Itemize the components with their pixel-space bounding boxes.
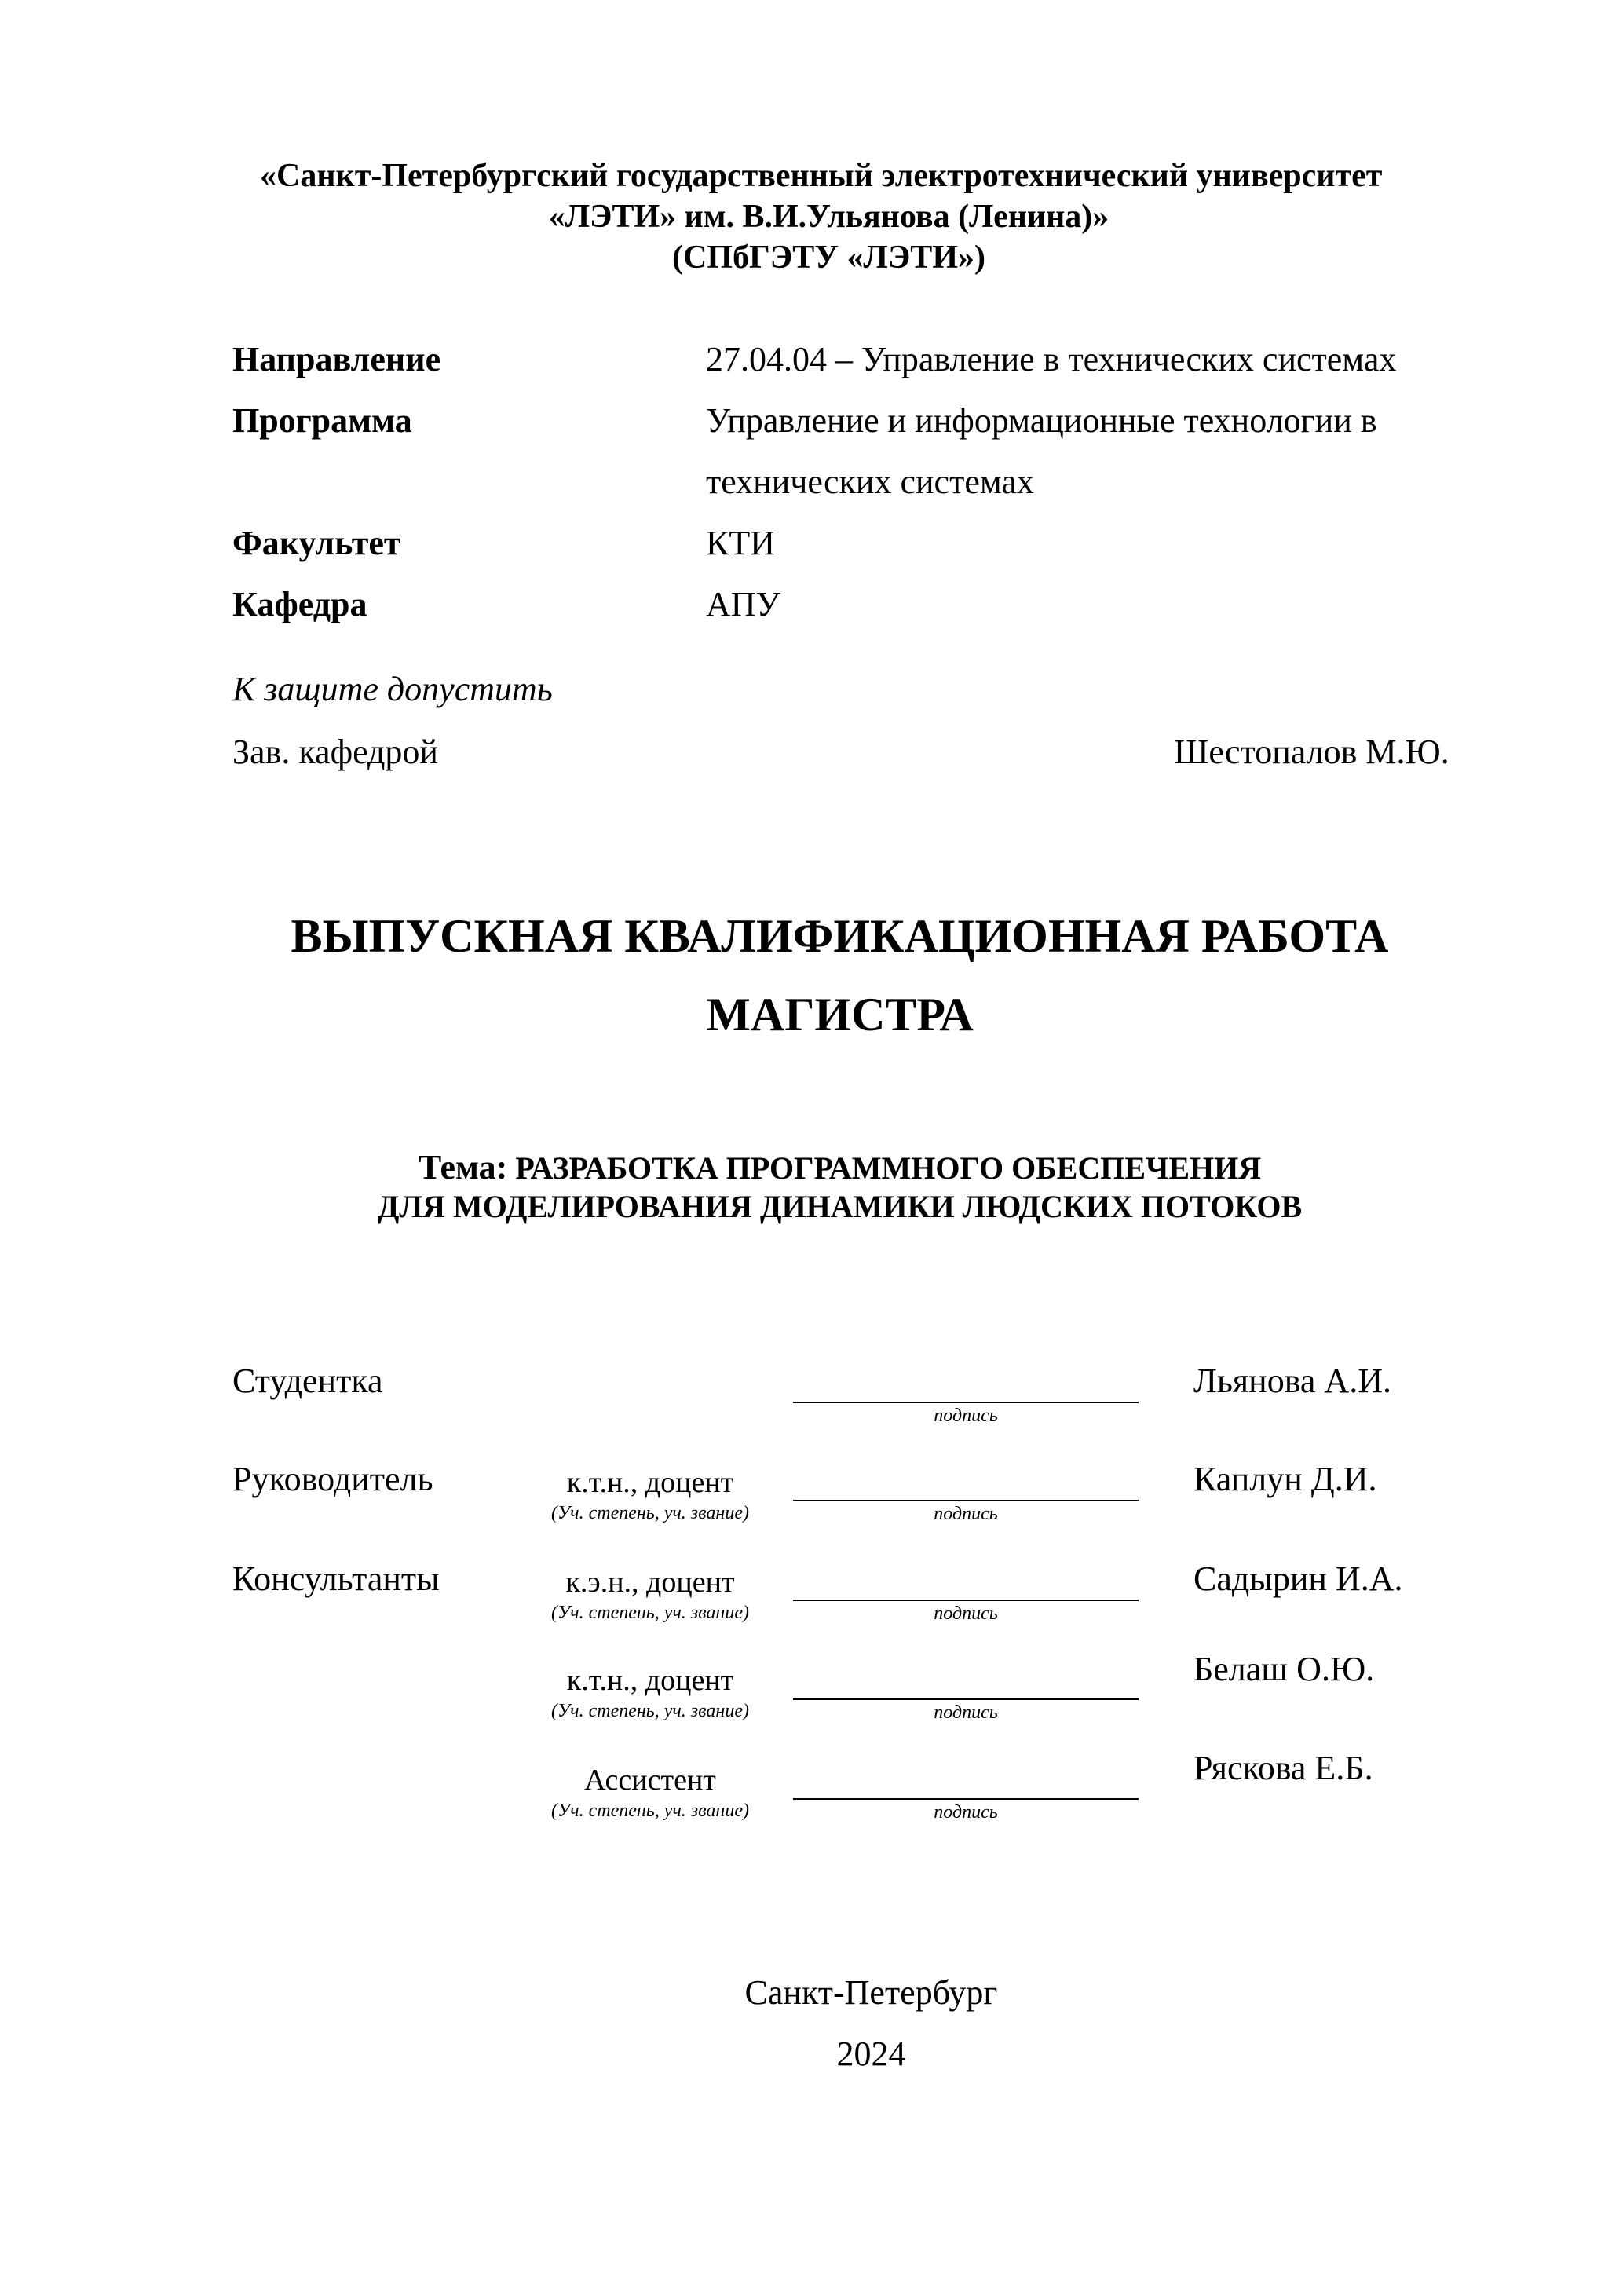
signature-role: Консультанты — [232, 1559, 440, 1598]
admission-note: К защите допустить — [232, 670, 553, 708]
program-label: Программа — [232, 401, 412, 440]
signature-caption: подпись — [934, 1406, 998, 1426]
degree-caption: (Уч. степень, уч. звание) — [551, 1503, 749, 1523]
thesis-title-line1: ВЫПУСКНАЯ КВАЛИФИКАЦИОННАЯ РАБОТА — [291, 910, 1389, 962]
signature-caption: подпись — [934, 1603, 998, 1624]
thesis-topic-line2: ДЛЯ МОДЕЛИРОВАНИЯ ДИНАМИКИ ЛЮДСКИХ ПОТОКОВ — [377, 1189, 1303, 1224]
topic-lead: Тема: — [418, 1148, 508, 1186]
head-of-department-name: Шестопалов М.Ю. — [1174, 733, 1449, 771]
city: Санкт-Петербург — [744, 1973, 998, 2012]
academic-degree: к.т.н., доцент — [566, 1466, 734, 1499]
signature-line — [793, 1500, 1139, 1501]
signatory-name: Белаш О.Ю. — [1193, 1650, 1375, 1688]
signature-role: Студентка — [232, 1362, 383, 1400]
degree-caption: (Уч. степень, уч. звание) — [551, 1801, 749, 1821]
university-abbreviation: (СПбГЭТУ «ЛЭТИ») — [672, 239, 985, 276]
signatory-name: Ряскова Е.Б. — [1193, 1749, 1373, 1787]
thesis-title-line2: МАГИСТРА — [706, 989, 974, 1040]
signature-line — [793, 1698, 1139, 1700]
program-value-line1: Управление и информационные технологии в — [706, 401, 1377, 440]
academic-degree: к.т.н., доцент — [566, 1664, 734, 1697]
academic-degree: Ассистент — [584, 1764, 716, 1797]
university-name-line2: «ЛЭТИ» им. В.И.Ульянова (Ленина)» — [548, 199, 1109, 235]
academic-degree: к.э.н., доцент — [565, 1566, 735, 1599]
direction-value: 27.04.04 – Управление в технических системах — [706, 340, 1397, 378]
program-value-line2: технических системах — [706, 462, 1034, 501]
degree-caption: (Уч. степень, уч. звание) — [551, 1603, 749, 1623]
signatory-name: Каплун Д.И. — [1193, 1460, 1377, 1498]
direction-label: Направление — [232, 340, 441, 378]
department-value: АПУ — [706, 585, 780, 623]
signature-role: Руководитель — [232, 1460, 433, 1498]
signatory-name: Льянова А.И. — [1193, 1362, 1391, 1400]
university-name-line1: «Санкт-Петербургский государственный электротехнический университет — [260, 158, 1383, 194]
faculty-label: Факультет — [232, 524, 401, 562]
degree-caption: (Уч. степень, уч. звание) — [551, 1701, 749, 1721]
signature-line — [793, 1600, 1139, 1601]
signature-line — [793, 1798, 1139, 1800]
thesis-topic-line1 — [28, 1149, 1623, 1187]
signature-line — [793, 1402, 1139, 1403]
signature-caption: подпись — [934, 1802, 998, 1823]
faculty-value: КТИ — [706, 524, 775, 562]
signature-caption: подпись — [934, 1702, 998, 1723]
topic-text-line1: РАЗРАБОТКА ПРОГРАММНОГО ОБЕСПЕЧЕНИЯ — [515, 1150, 1262, 1186]
head-of-department-label: Зав. кафедрой — [232, 733, 438, 771]
signatory-name: Садырин И.А. — [1193, 1559, 1403, 1598]
signature-caption: подпись — [934, 1504, 998, 1524]
year: 2024 — [836, 2035, 906, 2073]
department-label: Кафедра — [232, 585, 367, 623]
